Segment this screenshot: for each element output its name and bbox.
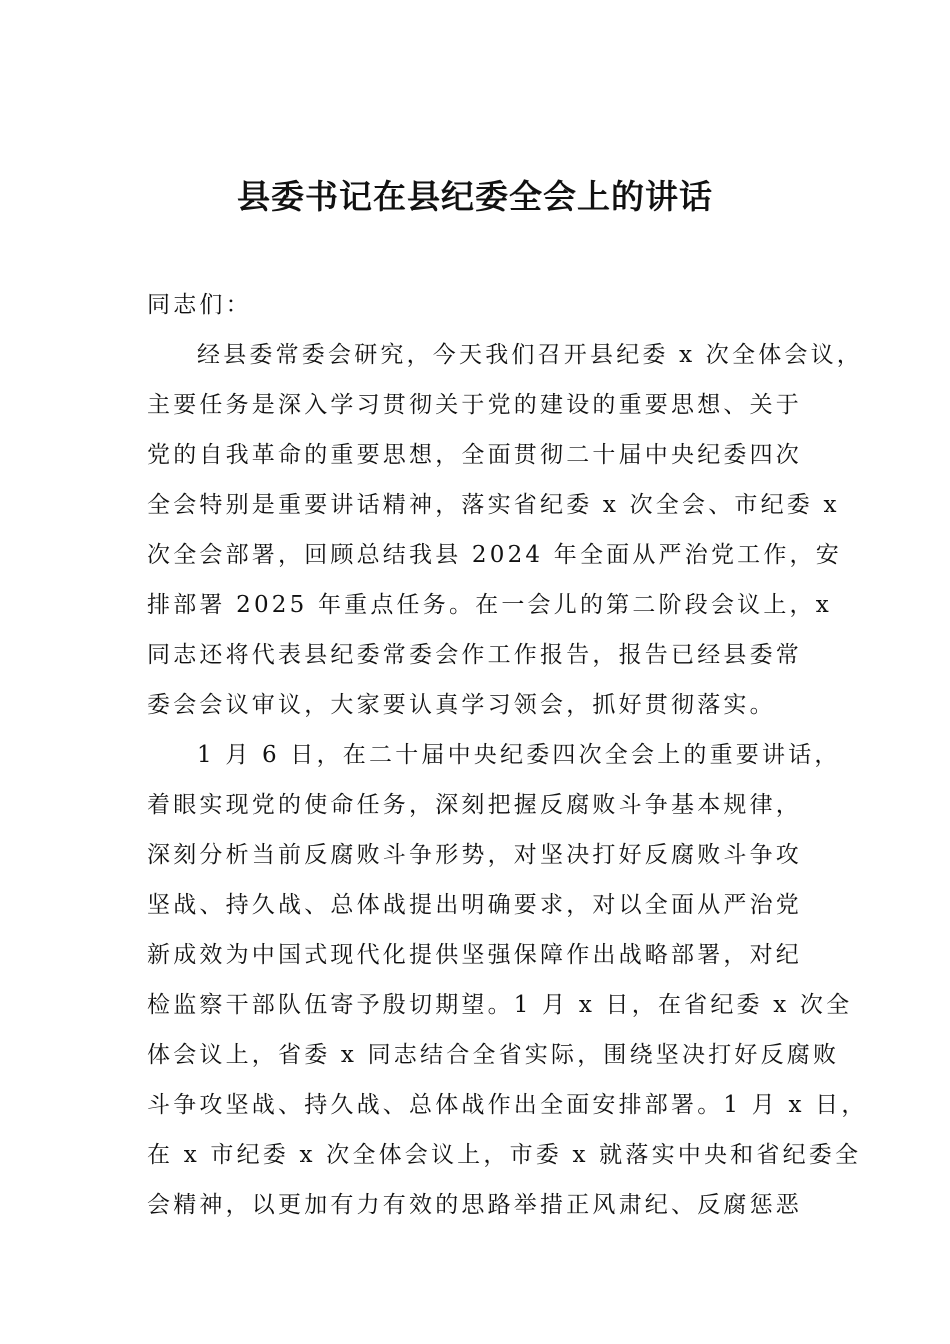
paragraph-1 <box>147 330 863 730</box>
paragraph-line: 同志还将代表县纪委常委会作工作报告，报告已经县委常 <box>147 642 802 668</box>
paragraph-line: 体会议上，省委 x 同志结合全省实际，围绕坚决打好反腐败 <box>147 1042 840 1068</box>
paragraph-line: 会精神，以更加有力有效的思路举措正风肃纪、反腐惩恶 <box>147 1192 802 1218</box>
paragraph-line: 主要任务是深入学习贯彻关于党的建设的重要思想、关于 <box>147 392 802 418</box>
paragraph-line: 排部署 2025 年重点任务。在一会儿的第二阶段会议上，x <box>147 592 832 618</box>
paragraph-line: 全会特别是重要讲话精神，落实省纪委 x 次全会、市纪委 x <box>147 492 840 518</box>
paragraph-line: 斗争攻坚战、持久战、总体战作出全面安排部署。1 月 x 日， <box>147 1092 868 1118</box>
paragraph-line: 新成效为中国式现代化提供坚强保障作出战略部署，对纪 <box>147 942 802 968</box>
paragraph-line: 着眼实现党的使命任务，深刻把握反腐败斗争基本规律， <box>147 792 802 818</box>
paragraph-line: 次全会部署，回顾总结我县 2024 年全面从严治党工作，安 <box>147 542 842 568</box>
paragraph-line: 在 x 市纪委 x 次全体会议上，市委 x 就落实中央和省纪委全 <box>147 1142 862 1168</box>
document-body <box>147 280 868 1230</box>
paragraph-line: 深刻分析当前反腐败斗争形势，对坚决打好反腐败斗争攻 <box>147 842 802 868</box>
paragraph-line: 经县委常委会研究，今天我们召开县纪委 x 次全体会议， <box>197 342 863 368</box>
paragraph-line: 检监察干部队伍寄予殷切期望。1 月 x 日，在省纪委 x 次全 <box>147 992 853 1018</box>
paragraph-line: 党的自我革命的重要思想，全面贯彻二十届中央纪委四次 <box>147 442 802 468</box>
paragraph-line: 1 月 6 日，在二十届中央纪委四次全会上的重要讲话， <box>197 742 841 768</box>
salutation: 同志们： <box>147 292 252 318</box>
paragraph-2 <box>147 730 868 1230</box>
paragraph-line: 坚战、持久战、总体战提出明确要求，对以全面从严治党 <box>147 892 802 918</box>
document-title: 县委书记在县纪委全会上的讲话 <box>237 177 713 216</box>
paragraph-line: 委会会议审议，大家要认真学习领会，抓好贯彻落实。 <box>147 692 776 718</box>
